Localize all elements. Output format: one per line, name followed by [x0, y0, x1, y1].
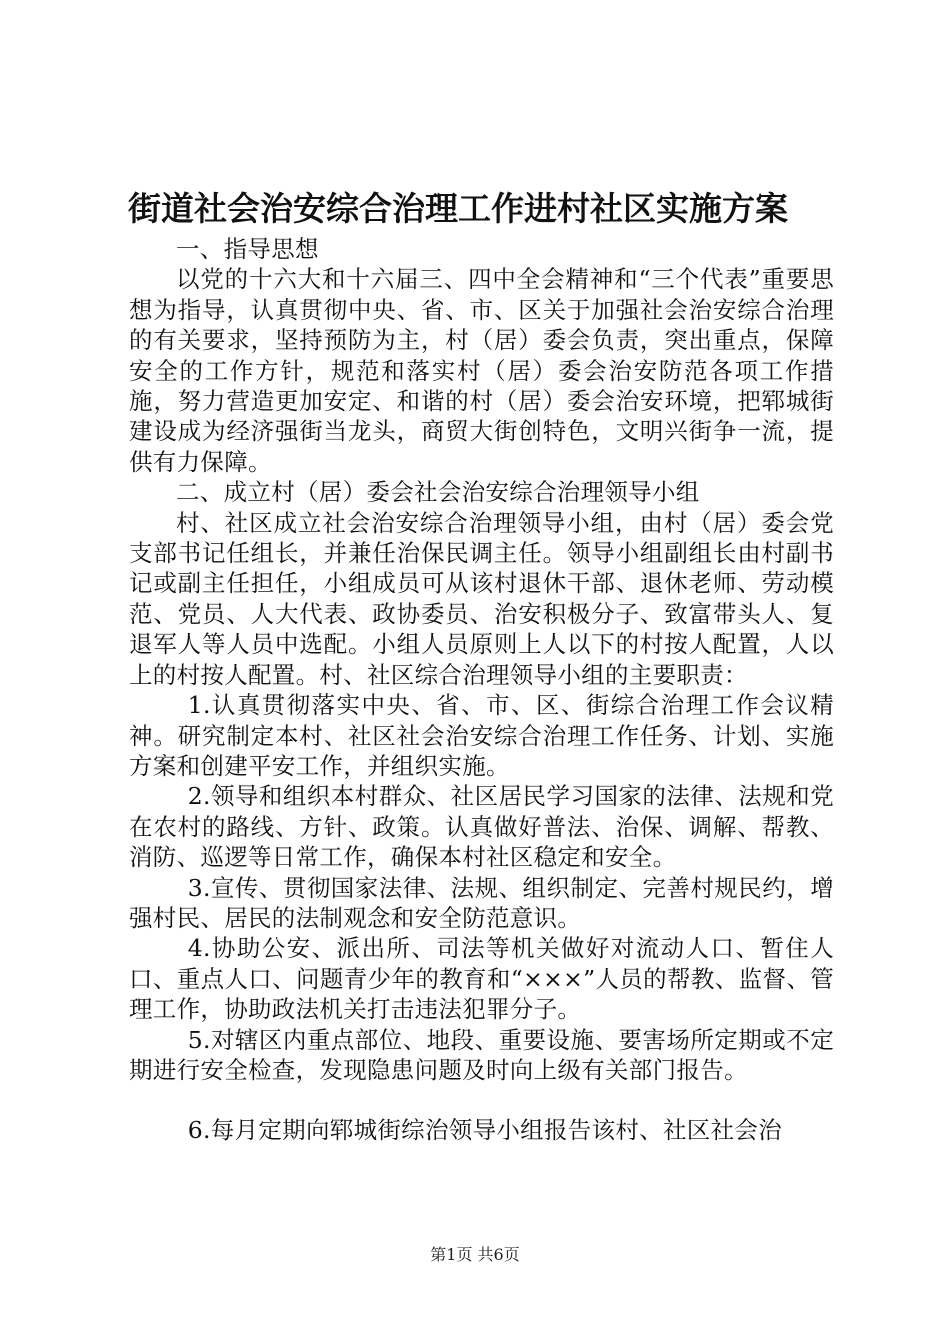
list-item-duty-2: 2.领导和组织本村群众、社区居民学习国家的法律、法规和党在农村的路线、方针、政策。认真做好普法、治保、调解、帮教、消防、巡逻等日常工作，确保本村社区稳定和安全。 — [129, 782, 834, 872]
list-item-duty-6: 6.每月定期向郓城街综治领导小组报告该村、社区社会治 — [187, 1116, 782, 1145]
document-body — [129, 234, 834, 1146]
section-heading-guiding-ideology: 一、指导思想 — [176, 235, 319, 263]
paragraph-leading-group: 村、社区成立社会治安综合治理领导小组，由村（居）委会党支部书记任组长，并兼任治保民调主任。领导小组副组长由村副书记或副主任担任，小组成员可从该村退休干部、退休老师、劳动模范、党员、人大代表、政协委员、治安积极分子、致富带头人、复退军人等人员中选配。小组人员原则上人以下的村按人配置，人以上的村按人配置。村、社区综合治理领导小组的主要职责： — [129, 508, 834, 689]
list-item-duty-4: 4.协助公安、派出所、司法等机关做好对流动人口、暂住人口、重点人口、问题青少年的教育和“×××”人员的帮教、监督、管理工作，协助政法机关打击违法犯罪分子。 — [129, 934, 834, 1024]
list-item-duty-1: 1.认真贯彻落实中央、省、市、区、街综合治理工作会议精神。研究制定本村、社区社会治安综合治理工作任务、计划、实施方案和创建平安工作，并组织实施。 — [129, 691, 834, 780]
list-item-duty-5: 5.对辖区内重点部位、地段、重要设施、要害场所定期或不定期进行安全检查，发现隐患问题及时向上级有关部门报告。 — [129, 1025, 834, 1084]
section-heading-leading-group: 二、成立村（居）委会社会治安综合治理领导小组 — [176, 478, 700, 507]
page-footer: 第1页 共6页 — [430, 1245, 520, 1264]
paragraph-guiding-ideology: 以党的十六大和十六届三、四中全会精神和“三个代表”重要思想为指导，认真贯彻中央、省、市、区关于加强社会治安综合治理的有关要求，坚持预防为主，村（居）委会负责，突出重点，保障安全的工作方针，规范和落实村（居）委会治安防范各项工作措施，努力营造更加安定、和谐的村（居）委会治安环境，把郓城街建设成为经济强街当龙头，商贸大街创特色，文明兴街争一流，提供有力保障。 — [129, 265, 834, 476]
document-title: 街道社会治安综合治理工作进村社区实施方案 — [128, 189, 788, 228]
list-item-duty-3: 3.宣传、贯彻国家法律、法规、组织制定、完善村规民约，增强村民、居民的法制观念和安全防范意识。 — [129, 873, 834, 932]
